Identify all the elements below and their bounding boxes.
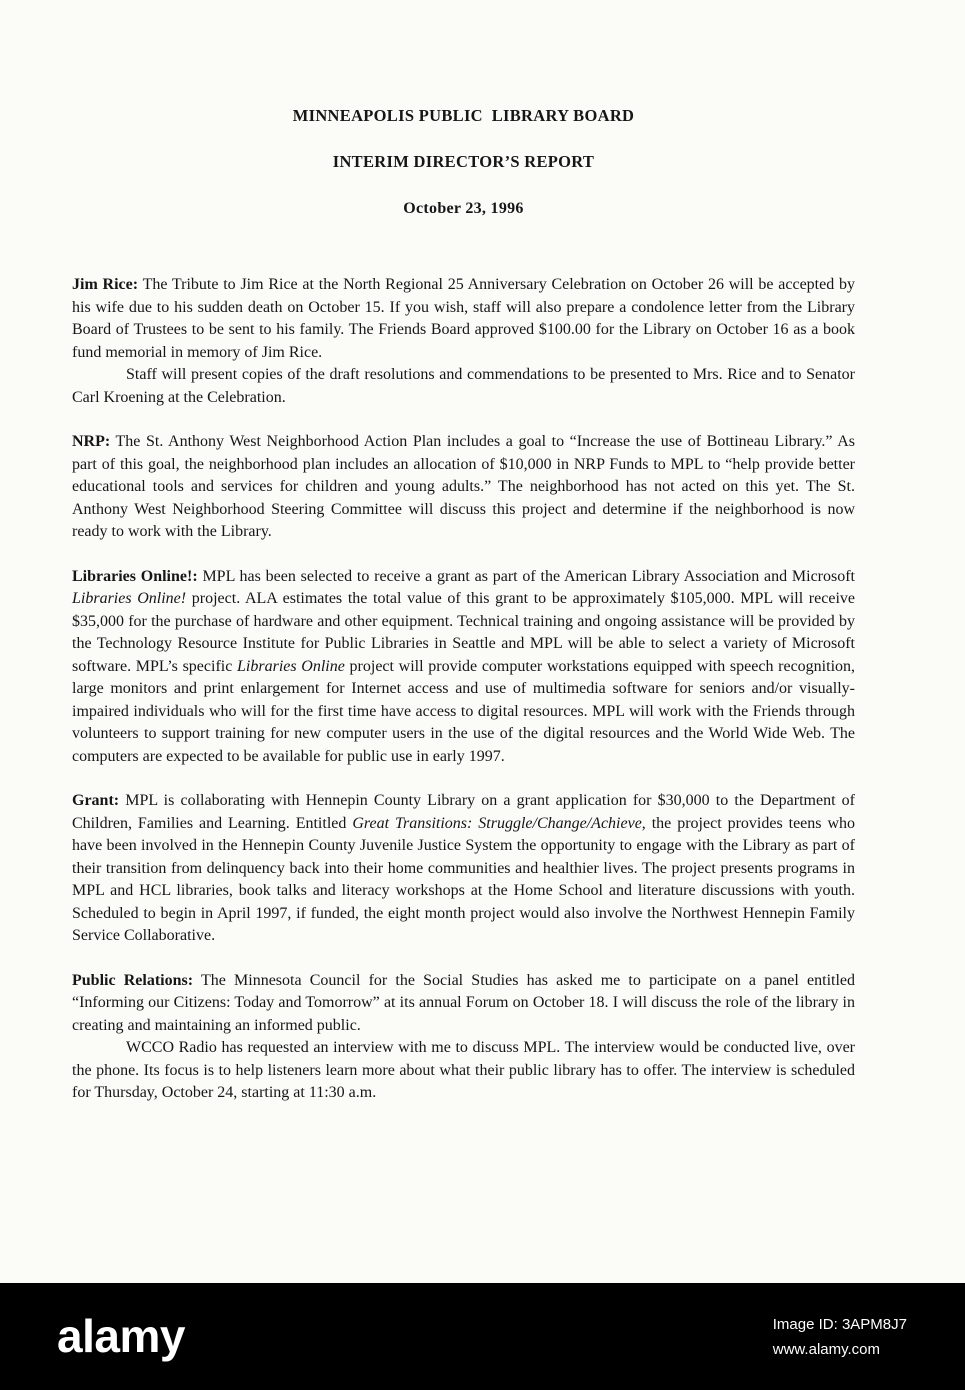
watermark-bar bbox=[0, 1283, 965, 1390]
paragraph: Staff will present copies of the draft resolutions and commendations to be presented to Mrs. Rice and to Senator Carl Kroening at the Celebration. bbox=[72, 366, 855, 406]
paragraph: Grant: MPL is collaborating with Hennepin County Library on a grant application for $30,000 to the Department of Children, Families and Learning. Entitled Great Transitions: Struggle/Change/Achieve, the project provides teens who have been involved in the Hennepin County Juvenile Justice System the opportunity to engage with the Library as part of their transition from delinquency back into their home communities and healthier lives. The project presents programs in MPL and HCL libraries, book talks and literacy workshops at the Home School and literature discussions with youth. Scheduled to begin in April 1997, if funded, the eight month project would also involve the Northwest Hennepin Family Service Collaborative. bbox=[72, 792, 855, 944]
document-date: October 23, 1996 bbox=[403, 200, 524, 217]
alamy-logo: alamy bbox=[57, 1309, 185, 1362]
document-body bbox=[72, 274, 855, 1105]
paragraph: WCCO Radio has requested an interview with me to discuss MPL. The interview would be conducted live, over the phone. Its focus is to help listeners learn more about what their public library has to offer. The interview is scheduled for Thursday, October 24, starting at 11:30 a.m. bbox=[72, 1039, 855, 1101]
paragraph: NRP: The St. Anthony West Neighborhood Action Plan includes a goal to “Increase the use of Bottineau Library.” As part of this goal, the neighborhood plan includes an allocation of $10,000 in NRP Funds to MPL to “help provide better educational tools and services for children and young adults.” The neighborhood has not acted on this yet. The St. Anthony West Neighborhood Steering Committee will discuss this project and determine if the neighborhood is now ready to work with the Library. bbox=[72, 433, 855, 540]
paragraph: Libraries Online!: MPL has been selected to receive a grant as part of the American Library Association and Microsoft Libraries Online! project. ALA estimates the total value of this grant to be approximately $105,000. MPL will receive $35,000 for the purchase of hardware and other equipment. Technical training and ongoing assistance will be provided by the Technology Resource Institute for Public Libraries in Seattle and MPL will be able to select a variety of Microsoft software. MPL’s specific Libraries Online project will provide computer workstations equipped with speech recognition, large monitors and print enlargement for Internet access and use of multimedia software for seniors and/or visually-impaired individuals who will for the first time have access to digital resources. MPL will work with the Friends through volunteers to support training for new computer users in the use of the digital resources and the World Wide Web. The computers are expected to be available for public use in early 1997. bbox=[72, 567, 856, 765]
paragraph: Jim Rice: The Tribute to Jim Rice at the North Regional 25 Anniversary Celebration on October 26 will be accepted by his wife due to his sudden death on October 15. If you wish, staff will also prepare a condolence letter from the Library Board of Trustees to be sent to his family. The Friends Board approved $100.00 for the Library on October 16 as a book fund memorial in memory of Jim Rice. bbox=[72, 276, 855, 361]
watermark-meta bbox=[773, 1312, 907, 1362]
document-title: MINNEAPOLIS PUBLIC LIBRARY BOARD bbox=[292, 106, 635, 125]
watermark-url: www.alamy.com bbox=[772, 1340, 881, 1358]
document-subtitle: INTERIM DIRECTOR’S REPORT bbox=[332, 152, 595, 171]
paragraph: Public Relations: The Minnesota Council for the Social Studies has asked me to participate on a panel entitled “Informing our Citizens: Today and Tomorrow” at its annual Forum on October 18. I will discuss the role of the library in creating and maintaining an informed public. bbox=[72, 971, 856, 1034]
image-id-label: Image ID: 3APM8J7 bbox=[772, 1315, 907, 1333]
